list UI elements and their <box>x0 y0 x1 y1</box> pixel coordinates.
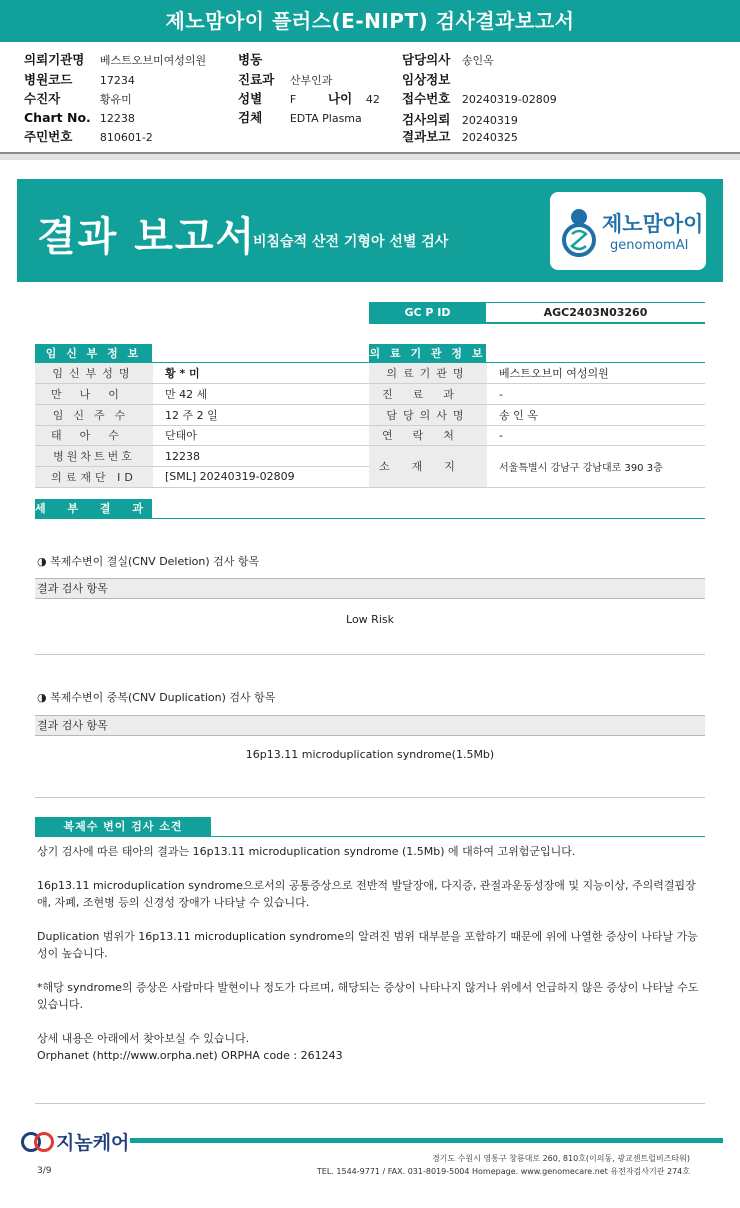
duplication-column-header: 결과 검사 항목 <box>35 715 705 736</box>
banner-title: 결과 보고서 <box>37 214 257 260</box>
page-number: 3/9 <box>37 1166 52 1176</box>
genomom-icon <box>560 206 598 258</box>
orphanet-reference: Orphanet (http://www.orpha.net) ORPHA code : 261243 <box>37 1049 343 1062</box>
table-row: 진료과 - <box>369 384 705 405</box>
info-doctor: 담당의사 송인옥 <box>402 52 494 67</box>
finding-paragraph: 16p13.11 microduplication syndrome으로서의 공통증상으로 전반적 발달장애, 다지증, 관절과운동성장애 및 지능이상, 주의력결핍장애, 자폐, 조현병 등의 신경성 장애가 나타날 수 있습니다. <box>37 879 696 909</box>
info-age: 나이 42 <box>328 91 380 106</box>
divider <box>0 154 740 160</box>
info-hospital-code: 병원코드 17234 <box>24 72 135 87</box>
section-line <box>35 518 705 519</box>
info-resident-no: 주민번호 810601-2 <box>24 129 153 144</box>
table-row: 연락처 - <box>369 425 705 446</box>
divider <box>35 654 705 655</box>
logo-text: 제노맘아이 <box>602 212 704 236</box>
table-row: 병원차트번호 12238 <box>35 446 369 467</box>
logo-subtext: genomomAI <box>610 238 689 253</box>
info-chart-no: Chart No. 12238 <box>24 110 135 125</box>
footer-line <box>130 1138 723 1143</box>
tab-institution-info: 의 료 기 관 정 보 <box>369 344 486 363</box>
table-row: 담당의사명 송 인 옥 <box>369 404 705 425</box>
more-info-text: 상세 내용은 아래에서 찾아보실 수 있습니다. <box>37 1032 250 1045</box>
table-row: 소재지 서울특별시 강남구 강남대로 390 3층 <box>369 446 705 487</box>
info-patient: 수진자 황유미 <box>24 91 132 106</box>
footer-address: 경기도 수원시 영통구 창룡대로 260, 810호(이의동, 광교센트럴비즈타워) <box>431 1154 690 1163</box>
info-receipt-no: 접수번호 20240319-02809 <box>402 91 557 106</box>
banner-subtitle: 비침습적 산전 기형아 선별 검사 <box>253 234 449 250</box>
patient-info-table <box>35 363 369 488</box>
info-request-date: 검사의뢰 20240319 <box>402 112 518 127</box>
duplication-heading: ◑ 복제수변이 중복(CNV Duplication) 검사 항목 <box>37 691 276 704</box>
deletion-result: Low Risk <box>346 613 394 626</box>
table-row: 태아수 단태아 <box>35 425 369 446</box>
divider <box>35 1103 705 1104</box>
table-row: 만나이 만 42 세 <box>35 384 369 405</box>
info-institution: 의뢰기관명 베스트오브미여성의원 <box>24 52 207 67</box>
institution-info-table <box>369 363 705 488</box>
finding-paragraph: 상기 검사에 따른 태아의 결과는 16p13.11 microduplication syndrome (1.5Mb) 에 대하여 고위험군입니다. <box>37 845 576 858</box>
finding-paragraph: *해당 syndrome의 증상은 사람마다 발현이나 정도가 다르며, 해당되는 증상이 나타나지 않거나 위에서 언급하지 않은 증상이 나타날 수도 있습니다. <box>37 981 699 1011</box>
divider <box>35 797 705 798</box>
genomecare-logo <box>20 1128 129 1155</box>
info-clinical: 임상정보 <box>402 72 451 87</box>
gcp-id-label: GC P ID <box>369 302 486 324</box>
deletion-column-header: 결과 검사 항목 <box>35 578 705 599</box>
gcp-id-value: AGC2403N03260 <box>486 302 705 324</box>
info-department: 진료과 산부인과 <box>238 72 333 87</box>
table-row: 임신부성명 황 * 미 <box>35 363 369 384</box>
duplication-result: 16p13.11 microduplication syndrome(1.5Mb) <box>245 748 495 761</box>
report-title: 제노맘아이 플러스(E-NIPT) 검사결과보고서 <box>0 0 740 42</box>
finding-paragraph: Duplication 범위가 16p13.11 microduplication syndrome의 알려진 범위 대부분을 포함하기 때문에 위에 나열한 증상이 나타날 가능성이 높습니다. <box>37 930 698 960</box>
tab-details: 세 부 결 과 <box>35 499 152 518</box>
genomecare-icon <box>20 1131 56 1153</box>
result-banner <box>17 179 723 282</box>
section-line <box>35 836 705 837</box>
tab-findings: 복제수 변이 검사 소견 <box>35 817 211 836</box>
request-info-block <box>0 42 740 154</box>
info-sex: 성별 F <box>238 91 297 106</box>
tab-patient-info: 임 신 부 정 보 <box>35 344 152 363</box>
deletion-heading: ◑ 복제수변이 결실(CNV Deletion) 검사 항목 <box>37 555 260 568</box>
info-ward: 병동 <box>238 52 263 67</box>
info-specimen: 검체 EDTA Plasma <box>238 110 362 125</box>
table-row: 의료재단 ID [SML] 20240319-02809 <box>35 466 369 487</box>
footer-contact: TEL. 1544-9771 / FAX. 031-8019-5004 Homepage. www.genomecare.net 유전자검사기관 274호 <box>316 1167 690 1176</box>
table-row: 의료기관명 베스트오브미 여성의원 <box>369 363 705 384</box>
company-name: 지놈케어 <box>56 1132 130 1154</box>
genomom-logo <box>550 192 706 270</box>
info-report-date: 결과보고 20240325 <box>402 129 518 144</box>
table-row: 임신주수 12 주 2 일 <box>35 404 369 425</box>
